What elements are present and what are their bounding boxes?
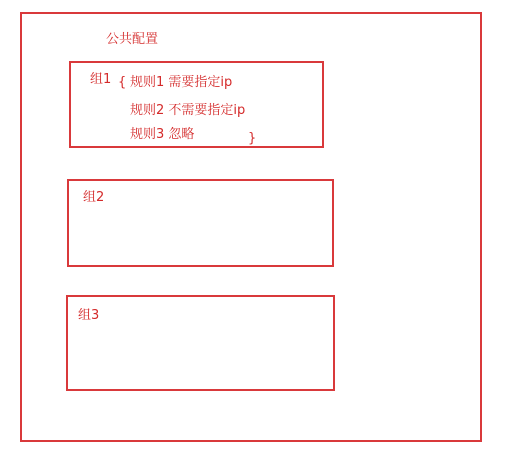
- group-1-rule-3: 规则3 忽略: [130, 127, 195, 142]
- group-1-close-brace: }: [248, 131, 257, 146]
- group-2-box: [67, 179, 334, 267]
- group-1-rule-2: 规则2 不需要指定ip: [130, 103, 246, 118]
- group-3-box: [66, 295, 335, 391]
- group-3-label: 组3: [78, 308, 100, 323]
- common-config-title: 公共配置: [106, 32, 159, 47]
- group-2-label: 组2: [83, 190, 105, 205]
- group-1-open-brace: {: [118, 75, 127, 90]
- group-1-label: 组1: [90, 72, 112, 87]
- group-1-rule-1: 规则1 需要指定ip: [130, 75, 233, 90]
